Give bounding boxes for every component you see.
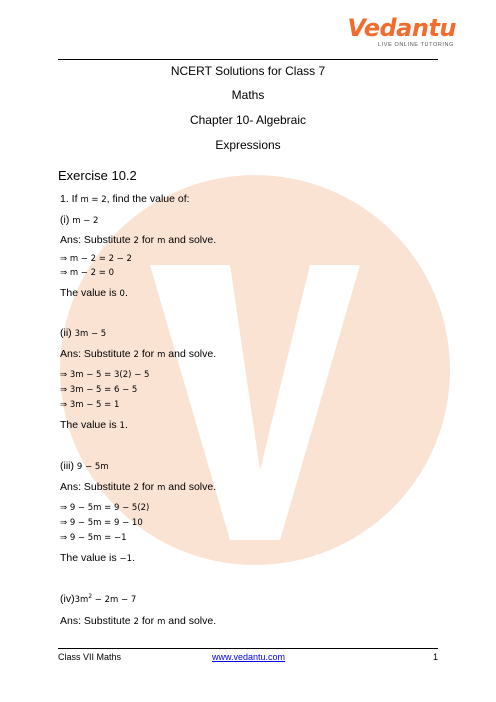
ans-text: Ans: Substitute — [60, 481, 134, 493]
ans-variable: m — [157, 483, 166, 493]
expr-term: 3m — [74, 595, 89, 605]
expr-exponent: 2 — [88, 593, 93, 600]
ans-text: for — [138, 348, 158, 360]
result-line — [60, 419, 128, 431]
part-label — [60, 593, 136, 605]
ans-value: 2 — [133, 236, 139, 246]
part-number: (iv) — [60, 593, 75, 605]
logo-brand: Vedantu — [347, 14, 456, 42]
header-rule — [58, 59, 438, 60]
footer-link-wrap — [212, 652, 285, 662]
part-expression: 3m − 5 — [74, 329, 107, 339]
question-suffix: , find the value of: — [106, 193, 190, 205]
question-prefix: 1. If — [60, 193, 81, 205]
answer-line — [60, 348, 216, 360]
footer-website-link[interactable]: www.vedantu.com — [212, 652, 286, 662]
result-line — [60, 552, 135, 564]
ans-text: and solve. — [165, 234, 217, 246]
part-label — [60, 460, 109, 472]
ans-text: and solve. — [165, 481, 217, 493]
result-value: 0 — [119, 289, 125, 299]
result-line — [60, 287, 128, 299]
question-1 — [60, 193, 190, 205]
result-text: . — [124, 419, 128, 431]
part-expression: 9 − 5m — [76, 462, 109, 472]
ans-text: for — [138, 615, 158, 627]
part-expression — [75, 595, 137, 605]
result-value: −1 — [119, 554, 133, 564]
part-label — [60, 214, 98, 226]
ans-variable: m — [157, 350, 166, 360]
step: ⇒ 9 − 5m = 9 − 5(2) — [60, 503, 150, 513]
logo-tagline: LIVE ONLINE TUTORING — [378, 42, 454, 48]
part-number: (i) — [60, 214, 70, 226]
footer-rule — [58, 648, 438, 649]
ans-text: Ans: Substitute — [60, 234, 134, 246]
step: ⇒ m − 2 = 2 − 2 — [60, 254, 132, 264]
vedantu-logo — [347, 14, 456, 50]
ans-text: and solve. — [165, 615, 217, 627]
answer-line — [60, 615, 216, 627]
answer-line — [60, 481, 216, 493]
footer-page-number: 1 — [432, 652, 438, 662]
ans-text: for — [138, 234, 158, 246]
ans-value: 2 — [133, 483, 139, 493]
result-text: The value is — [60, 552, 120, 564]
question-given: m = 2 — [80, 195, 107, 205]
ans-text: and solve. — [165, 348, 217, 360]
result-value: 1 — [119, 421, 125, 431]
ans-value: 2 — [133, 350, 139, 360]
step: ⇒ 3m − 5 = 1 — [60, 400, 120, 410]
part-label — [60, 327, 106, 339]
step: ⇒ 3m − 5 = 3(2) − 5 — [60, 370, 150, 380]
step: ⇒ 3m − 5 = 6 − 5 — [60, 385, 138, 395]
exercise-heading: Exercise 10.2 — [58, 168, 137, 183]
header-line-4: Expressions — [215, 138, 281, 152]
ans-text: for — [138, 481, 158, 493]
result-text: The value is — [60, 419, 120, 431]
expr-term: − 2m − 7 — [92, 595, 137, 605]
step: ⇒ 9 − 5m = −1 — [60, 533, 127, 543]
ans-value: 2 — [133, 617, 139, 627]
result-text: The value is — [60, 287, 120, 299]
ans-variable: m — [157, 617, 166, 627]
ans-text: Ans: Substitute — [60, 615, 134, 627]
result-text: . — [132, 552, 135, 564]
result-text: . — [124, 287, 128, 299]
footer-class: Class VII Maths — [58, 652, 122, 662]
step: ⇒ m − 2 = 0 — [60, 268, 114, 278]
answer-line — [60, 234, 216, 246]
header-line-2: Maths — [231, 88, 265, 102]
ans-variable: m — [157, 236, 166, 246]
part-expression: m − 2 — [72, 216, 99, 226]
header-line-3: Chapter 10- Algebraic — [189, 113, 307, 127]
part-number: (iii) — [60, 460, 74, 472]
header-line-1: NCERT Solutions for Class 7 — [170, 64, 326, 78]
part-number: (ii) — [60, 327, 72, 339]
step: ⇒ 9 − 5m = 9 − 10 — [60, 518, 143, 528]
ans-text: Ans: Substitute — [60, 348, 134, 360]
